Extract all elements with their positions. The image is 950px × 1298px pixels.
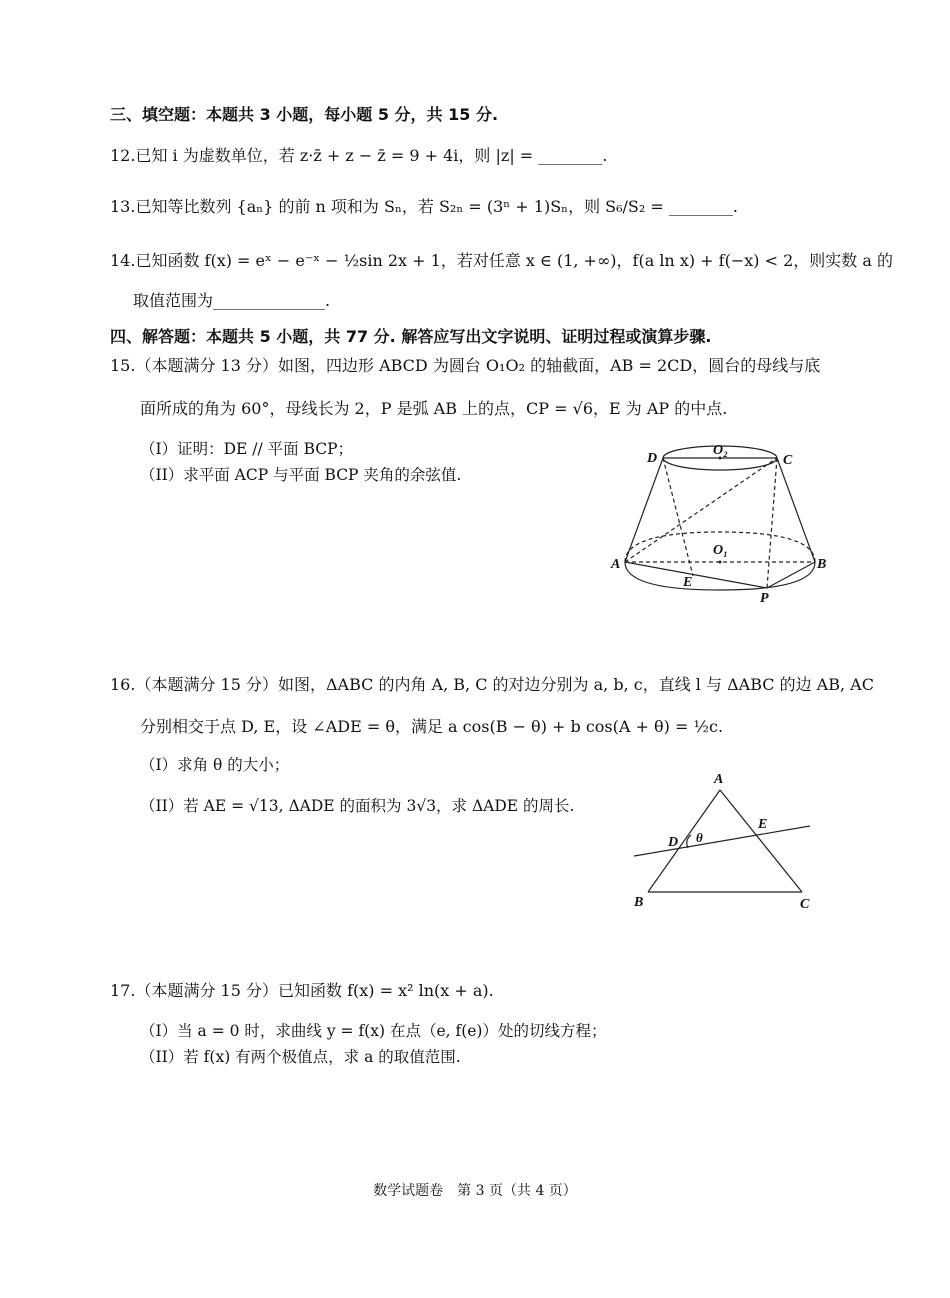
section3-header: 三、填空题：本题共 3 小题，每小题 5 分，共 15 分.: [110, 105, 499, 124]
label-P: P: [760, 591, 769, 605]
page-footer: 数学试题卷 第 3 页（共 4 页）: [373, 1183, 577, 1199]
label-B: B: [817, 557, 827, 572]
question-16-line2: 分别相交于点 D, E，设 ∠ADE = θ，满足 a cos(B − θ) + b cos(A + θ) = ½c.: [140, 717, 724, 736]
label-O1: O₁: [713, 543, 728, 558]
question-16-line1: 16.（本题满分 15 分）如图，ΔABC 的内角 A, B, C 的对边分别为 a, b, c，直线 l 与 ΔABC 的边 AB, AC: [110, 675, 874, 694]
tri-label-B: B: [634, 895, 644, 910]
question-16-part2: （II）若 AE = √13, ΔADE 的面积为 3√3，求 ΔADE 的周长.: [140, 797, 575, 815]
label-E: E: [683, 575, 693, 590]
generatrix-left: [625, 458, 663, 562]
tri-label-A: A: [714, 772, 724, 787]
question-15-line2: 面所成的角为 60°，母线长为 2，P 是弧 AB 上的点，CP = √6，E 为 AP 的中点.: [140, 399, 728, 418]
question-17-part2: （II）若 f(x) 有两个极值点，求 a 的取值范围.: [140, 1048, 461, 1066]
line-AC: [625, 458, 777, 562]
question-12: 12.已知 i 为虚数单位，若 z·z̄ + z − z̄ = 9 + 4i，则 |z| = ________.: [110, 146, 608, 165]
tri-label-E: E: [758, 817, 768, 832]
question-15-part2: （II）求平面 ACP 与平面 BCP 夹角的余弦值.: [140, 466, 462, 484]
triangle-figure: [628, 768, 818, 913]
side-AC: [720, 790, 802, 892]
question-14-line2: 取值范围为______________.: [133, 291, 331, 310]
question-17-line1: 17.（本题满分 15 分）已知函数 f(x) = x² ln(x + a).: [110, 981, 494, 1000]
line-l: [634, 826, 810, 856]
label-A: A: [611, 557, 621, 572]
label-O2: O₂: [713, 443, 728, 458]
question-14-line1: 14.已知函数 f(x) = eˣ − e⁻ˣ − ½sin 2x + 1，若对任意 x ∈ (1, +∞)，f(a ln x) + f(−x) < 2，则实数 a 的: [110, 251, 893, 270]
question-13: 13.已知等比数列 {aₙ} 的前 n 项和为 Sₙ，若 S₂ₙ = (3ⁿ + 1)Sₙ，则 S₆/S₂ = ________.: [110, 197, 738, 216]
generatrix-right: [777, 458, 815, 562]
line-AP: [625, 562, 767, 588]
line-CP: [767, 458, 777, 588]
tri-label-C: C: [800, 897, 810, 912]
side-AB: [648, 790, 720, 892]
center-O1-dot: [719, 561, 722, 564]
line-DE: [663, 458, 693, 576]
bottom-ellipse-front: [625, 562, 815, 590]
question-15-line1: 15.（本题满分 13 分）如图，四边形 ABCD 为圆台 O₁O₂ 的轴截面，AB = 2CD，圆台的母线与底: [110, 356, 821, 375]
tri-label-D: D: [668, 835, 679, 850]
question-15-part1: （I）证明：DE // 平面 BCP；: [140, 440, 354, 458]
question-16-part1: （I）求角 θ 的大小；: [140, 756, 290, 774]
frustum-figure: [605, 440, 845, 605]
label-C: C: [783, 453, 793, 468]
section4-header: 四、解答题：本题共 5 小题，共 77 分. 解答应写出文字说明、证明过程或演算步骤.: [110, 327, 712, 346]
tri-label-theta: θ: [696, 830, 703, 845]
label-D: D: [647, 451, 658, 466]
question-17-part1: （I）当 a = 0 时，求曲线 y = f(x) 在点（e, f(e)）处的切线方程；: [140, 1022, 607, 1040]
